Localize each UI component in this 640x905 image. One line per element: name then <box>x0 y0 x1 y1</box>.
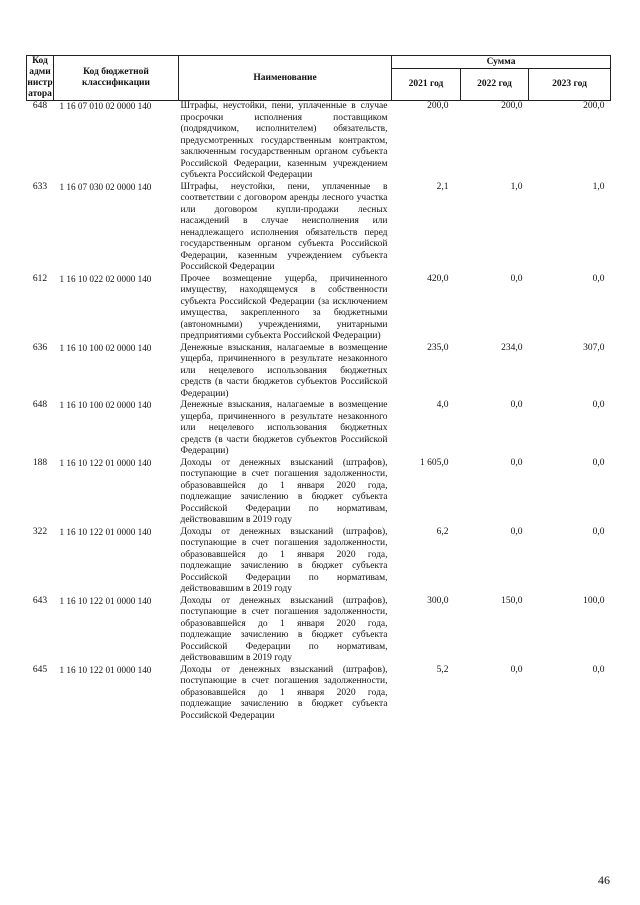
budget-code-cell: 1 16 10 022 02 0000 140 <box>59 273 152 284</box>
table-row <box>27 596 611 665</box>
name-cell: Штрафы, неустойки, пени, уплаченные в соответствии с договором аренды лесного участка или договором купли-продажи лесных насаждений в случае неисполнения или ненадлежащего исполнения обязательств перед государственным органом субъекта Российской Федерации, казенным учреждением субъекта Российской Федерации <box>180 181 388 272</box>
sum-2021-cell: 5,2 <box>436 664 449 675</box>
budget-code-cell: 1 16 10 122 01 0000 140 <box>59 526 152 537</box>
sum-2021-cell: 235,0 <box>427 342 449 353</box>
header-budget-code: Код бюджетной классификации <box>54 56 179 101</box>
table-row <box>27 400 611 458</box>
admin-code-cell: 636 <box>32 342 48 353</box>
page-number: 46 <box>598 873 610 887</box>
admin-code-cell: 648 <box>32 101 48 111</box>
header-year-2021: 2021 год <box>392 69 461 101</box>
name-cell: Доходы от денежных взысканий (штрафов), поступающие в счет погашения задолженности, образовавшейся до 1 января 2020 года, подлежащие зачислению в бюджет субъекта Российской Федерации по нормативам, действовавшим в 2019 году <box>180 457 388 525</box>
revenue-table-container <box>26 55 610 722</box>
sum-2022-cell: 1,0 <box>510 181 523 192</box>
admin-code-cell: 645 <box>32 664 48 675</box>
sum-2023-cell: 0,0 <box>592 664 605 675</box>
admin-code-cell: 643 <box>32 595 48 606</box>
budget-code-cell: 1 16 10 100 02 0000 140 <box>59 400 152 410</box>
table-body <box>27 101 611 723</box>
sum-2021-cell: 200,0 <box>427 101 449 111</box>
sum-2023-cell: 0,0 <box>592 457 605 468</box>
table-row <box>27 182 611 274</box>
sum-2022-cell: 0,0 <box>510 400 523 410</box>
admin-code-cell: 322 <box>32 526 48 537</box>
budget-code-cell: 1 16 10 122 01 0000 140 <box>59 595 152 606</box>
revenue-table <box>26 55 611 722</box>
name-cell: Штрафы, неустойки, пени, уплаченные в случае просрочки исполнения поставщиком (подрядчиком, исполнителем) обязательств, предусмотренных государственным контрактом, заключенным государственным органом субъекта Российской Федерации, казенным учреждением субъекта Российской Федерации <box>180 101 388 180</box>
name-cell: Денежные взыскания, налагаемые в возмещение ущерба, причиненного в результате незаконного или нецелевого использования бюджетных средств (в части бюджетов субъектов Российской Федерации) <box>180 342 388 399</box>
sum-2023-cell: 200,0 <box>583 101 605 111</box>
sum-2023-cell: 0,0 <box>592 273 605 284</box>
sum-2022-cell: 0,0 <box>510 526 523 537</box>
sum-2022-cell: 200,0 <box>501 101 523 111</box>
table-row <box>27 527 611 596</box>
name-cell: Доходы от денежных взысканий (штрафов), поступающие в счет погашения задолженности, образовавшейся до 1 января 2020 года, подлежащие зачислению в бюджет субъекта Российской Федерации <box>180 664 388 721</box>
sum-2021-cell: 420,0 <box>427 273 449 284</box>
sum-2021-cell: 4,0 <box>436 400 449 410</box>
sum-2023-cell: 1,0 <box>592 181 605 192</box>
sum-2022-cell: 0,0 <box>510 457 523 468</box>
admin-code-cell: 188 <box>32 457 48 468</box>
header-year-2023: 2023 год <box>529 69 611 101</box>
budget-code-cell: 1 16 10 122 01 0000 140 <box>59 457 152 468</box>
name-cell: Прочее возмещение ущерба, причиненного имуществу, находящемуся в собственности субъекта Российской Федерации (за исключением имущества, закрепленного за бюджетными (автономными) учреждениями, унитарными предприятиями субъекта Российской Федерации) <box>180 273 388 341</box>
sum-2021-cell: 6,2 <box>436 526 449 537</box>
sum-2022-cell: 234,0 <box>501 342 523 353</box>
sum-2021-cell: 2,1 <box>436 181 449 192</box>
sum-2021-cell: 300,0 <box>427 595 449 606</box>
name-cell: Доходы от денежных взысканий (штрафов), поступающие в счет погашения задолженности, образовавшейся до 1 января 2020 года, подлежащие зачислению в бюджет субъекта Российской Федерации по нормативам, действовавшим в 2019 году <box>180 526 388 594</box>
name-cell: Денежные взыскания, налагаемые в возмещение ущерба, причиненного в результате незаконного или нецелевого использования бюджетных средств (в части бюджетов субъектов Российской Федерации) <box>180 400 388 456</box>
table-row <box>27 343 611 401</box>
table-row <box>27 101 611 182</box>
header-sum: Сумма <box>392 56 611 69</box>
table-row <box>27 274 611 343</box>
header-name: Наименование <box>179 56 392 101</box>
sum-2022-cell: 0,0 <box>510 273 523 284</box>
header-admin-code: Код адми нистр атора <box>27 56 53 99</box>
sum-2023-cell: 100,0 <box>583 595 605 606</box>
sum-2023-cell: 307,0 <box>583 342 605 353</box>
budget-code-cell: 1 16 07 010 02 0000 140 <box>59 101 152 111</box>
admin-code-cell: 648 <box>32 400 48 410</box>
sum-2021-cell: 1 605,0 <box>420 457 449 468</box>
budget-code-cell: 1 16 07 030 02 0000 140 <box>59 181 152 192</box>
header-year-2022: 2022 год <box>461 69 529 101</box>
admin-code-cell: 612 <box>32 273 48 284</box>
budget-code-cell: 1 16 10 100 02 0000 140 <box>59 342 152 353</box>
sum-2023-cell: 0,0 <box>592 526 605 537</box>
table-row <box>27 458 611 527</box>
sum-2023-cell: 0,0 <box>592 400 605 410</box>
admin-code-cell: 633 <box>32 181 48 192</box>
sum-2022-cell: 0,0 <box>510 664 523 675</box>
budget-code-cell: 1 16 10 122 01 0000 140 <box>59 664 152 675</box>
sum-2022-cell: 150,0 <box>501 595 523 606</box>
name-cell: Доходы от денежных взысканий (штрафов), поступающие в счет погашения задолженности, образовавшейся до 1 января 2020 года, подлежащие зачислению в бюджет субъекта Российской Федерации по нормативам, действовавшим в 2019 году <box>180 595 388 663</box>
table-row <box>27 665 611 723</box>
